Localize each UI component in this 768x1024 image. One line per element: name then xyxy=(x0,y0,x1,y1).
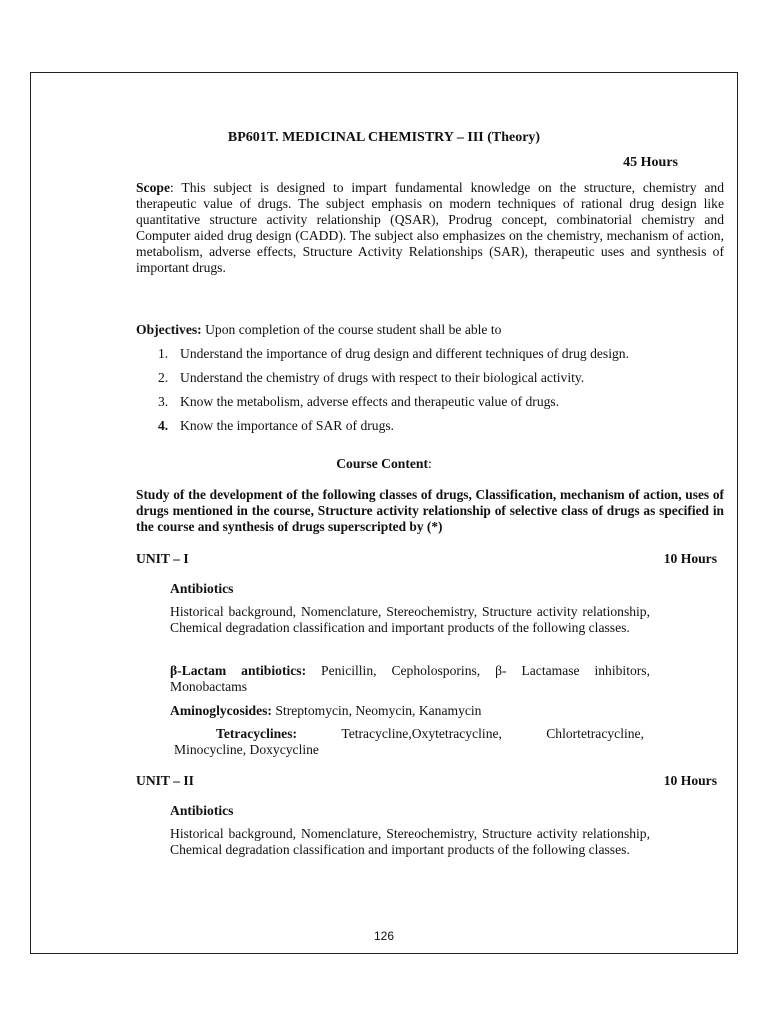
course-content-label: Course Content xyxy=(336,456,428,471)
objectives-heading xyxy=(136,322,501,338)
unit-1-hours: 10 Hours xyxy=(663,551,717,566)
study-paragraph: Study of the development of the following classes of drugs, Classification, mechanism of action, uses of drugs mentioned in the course, Structure activity relationship of selective class of drugs as specified in the course and synthesis of drugs superscripted by (*) xyxy=(136,487,724,534)
page-number: 126 xyxy=(373,929,395,943)
item-number: 1. xyxy=(158,346,169,361)
objectives-label: Objectives: xyxy=(136,322,202,337)
item-text: Know the metabolism, adverse effects and therapeutic value of drugs. xyxy=(180,394,560,409)
beta-lactam-label: β-Lactam antibiotics: xyxy=(170,663,307,678)
list-item xyxy=(158,370,638,386)
aminoglycosides-paragraph xyxy=(170,703,650,719)
course-content-colon: : xyxy=(427,456,432,471)
unit-2-intro: Historical background, Nomenclature, Stereochemistry, Structure activity relationship, Chemical degradation classification and important products of the following classes. xyxy=(170,826,650,857)
beta-lactam-paragraph xyxy=(170,663,650,695)
tetracyclines-paragraph xyxy=(174,726,644,758)
scope-paragraph xyxy=(136,180,724,276)
list-item xyxy=(158,394,638,410)
item-number: 3. xyxy=(158,394,169,409)
beta-lactam-text: Penicillin, Cepholosporins, β- Lactamase inhibitors, Monobactams xyxy=(170,663,650,694)
tetracyclines-text-a: Tetracycline,Oxytetracycline, xyxy=(341,726,502,741)
unit-2-heading xyxy=(170,803,650,819)
item-text: Understand the chemistry of drugs with respect to their biological activity. xyxy=(180,370,585,385)
scope-label: Scope xyxy=(136,180,170,195)
scope-text: : This subject is designed to impart fundamental knowledge on the structure, chemistry and therapeutic value of drugs. The subject emphasis on modern techniques of rational drug design like quantitative structure activity relationship (QSAR), Prodrug concept, combinatorial chemistry and Computer aided drug design (CADD). The subject also emphasizes on the chemistry, mechanism of action, metabolism, adverse effects, Structure Activity Relationships (SAR), therapeutic uses and synthesis of important drugs. xyxy=(136,180,724,275)
total-hours: 45 Hours xyxy=(623,155,678,170)
objectives-intro: Upon completion of the course student shall be able to xyxy=(205,322,502,337)
unit-2-label: UNIT – II xyxy=(136,773,194,788)
aminoglycosides-text: Streptomycin, Neomycin, Kanamycin xyxy=(271,703,482,718)
unit-1-heading-text: Antibiotics xyxy=(170,581,234,596)
tetracyclines-line xyxy=(174,726,644,742)
aminoglycosides-label: Aminoglycosides: xyxy=(170,703,272,718)
item-text: Know the importance of SAR of drugs. xyxy=(180,418,395,433)
objectives-list xyxy=(158,346,638,442)
list-item xyxy=(158,418,638,434)
course-title: BP601T. MEDICINAL CHEMISTRY – III (Theory) xyxy=(227,130,541,145)
item-number: 2. xyxy=(158,370,169,385)
unit-1-label: UNIT – I xyxy=(136,551,189,566)
unit-1-intro: Historical background, Nomenclature, Stereochemistry, Structure activity relationship, Chemical degradation classification and important products of the following classes. xyxy=(170,604,650,635)
unit-2-heading-text: Antibiotics xyxy=(170,803,234,818)
tetracyclines-text-b: Chlortetracycline, xyxy=(546,726,644,741)
unit-1-header xyxy=(136,551,717,567)
unit-1-heading xyxy=(170,581,650,597)
tetracyclines-label: Tetracyclines: xyxy=(216,726,298,741)
unit-2-hours: 10 Hours xyxy=(663,773,717,788)
item-text: Understand the importance of drug design and different techniques of drug design. xyxy=(180,346,629,361)
list-item xyxy=(158,346,638,362)
course-content-heading xyxy=(0,456,768,472)
tetracyclines-text-c: Minocycline, Doxycycline xyxy=(174,742,319,757)
item-number: 4. xyxy=(158,418,169,433)
unit-2-header xyxy=(136,773,717,789)
